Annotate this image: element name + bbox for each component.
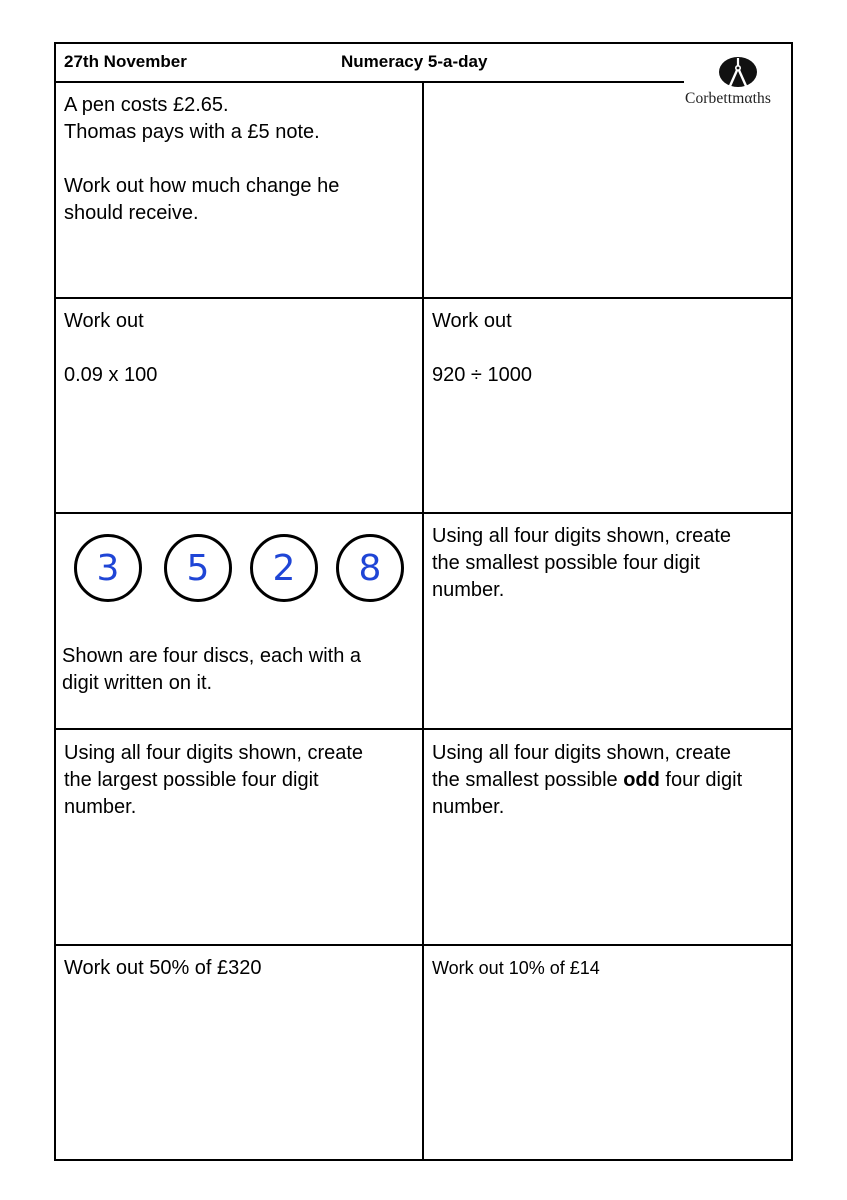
q2-expression: 0.09 x 100 <box>64 364 158 386</box>
row-divider-3 <box>54 728 793 730</box>
q5-line-3: number. <box>64 796 137 818</box>
q3-expression: 920 ÷ 1000 <box>432 364 532 386</box>
row-divider-1 <box>54 297 793 299</box>
q5-line-1: Using all four digits shown, create <box>64 742 364 764</box>
q6-line-2-end: four digit <box>659 769 743 791</box>
column-divider <box>422 81 424 1161</box>
q1-line-4: should receive. <box>64 202 199 224</box>
worksheet-title: Numeracy 5-a-day <box>341 52 488 71</box>
date-label: 27th November <box>64 52 187 71</box>
q1-line-2: Thomas pays with a £5 note. <box>64 121 320 143</box>
q1-line-3: Work out how much change he <box>64 175 340 197</box>
digit-disc: 5 <box>164 534 232 602</box>
row-divider-2 <box>54 512 793 514</box>
discs-caption-line-1: Shown are four discs, each with a <box>62 645 362 667</box>
logo-text: Corbettmαths <box>685 90 771 107</box>
q6-line-2-start: the smallest possible <box>432 769 624 791</box>
digit-disc: 3 <box>74 534 142 602</box>
digit-disc: 2 <box>250 534 318 602</box>
digit-disc: 8 <box>336 534 404 602</box>
q4-line-2: the smallest possible four digit <box>432 552 700 574</box>
row-divider-4 <box>54 944 793 946</box>
q6-line-3: number. <box>432 796 505 818</box>
question-7: Work out 50% of £320 <box>64 957 262 979</box>
q4-line-3: number. <box>432 579 505 601</box>
q3-prompt: Work out <box>432 310 512 332</box>
q6-odd-emphasis: odd <box>623 769 660 791</box>
q2-prompt: Work out <box>64 310 144 332</box>
q6-line-2 <box>432 767 742 794</box>
q1-line-1: A pen costs £2.65. <box>64 94 229 116</box>
q6-line-1: Using all four digits shown, create <box>432 742 732 764</box>
discs-caption-line-2: digit written on it. <box>62 672 213 694</box>
q4-line-1: Using all four digits shown, create <box>432 525 732 547</box>
digit-discs <box>74 534 410 608</box>
q5-line-2: the largest possible four digit <box>64 769 319 791</box>
question-8: Work out 10% of £14 <box>432 958 600 978</box>
